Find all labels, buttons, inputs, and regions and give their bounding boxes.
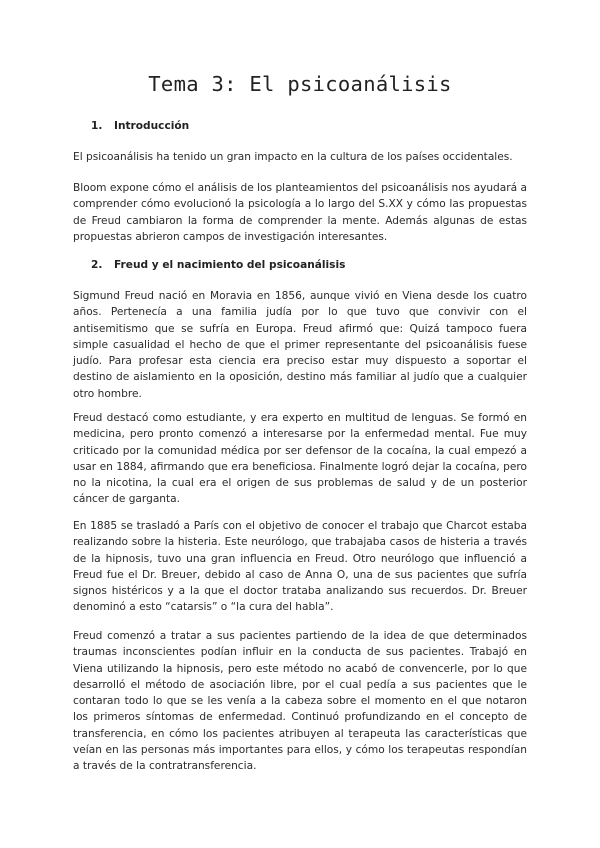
- section-number: 2.: [91, 259, 103, 271]
- paragraph: En 1885 se trasladó a París con el objetivo de conocer el trabajo que Charcot estaba realizando sobre la histeria. Este neurólogo, que trabajaba casos de histeria a través de la hipnosis, tuvo una gran influencia en Freud. Otro neurólogo que influenció a Freud fue el Dr. Breuer, debido al caso de Anna O, una de sus pacientes que sufría signos histéricos y a la que el doctor trataba analizando sus recuerdos. Dr. Breuer denominó a esto “catarsis” o “la cura del habla”.: [73, 520, 527, 614]
- paragraph: El psicoanálisis ha tenido un gran impacto en la cultura de los países occidentales.: [73, 151, 513, 163]
- section-number: 1.: [91, 120, 103, 132]
- paragraph: Freud comenzó a tratar a sus pacientes partiendo de la idea de que determinados traumas inconscientes podían influir en la conducta de sus pacientes. Trabajó en Viena utilizando la hipnosis, pero este método no acabó de convencerle, por lo que desarrolló el método de asociación libre, por el cual pedía a sus pacientes que le contaran todo lo que se les venía a la cabeza sobre el momento en el que notaron los primeros síntomas de enfermedad. Continuó profundizando en el concepto de transferencia, en cómo los pacientes atribuyen al terapeuta las características que veían en las personas más importantes para ellos, y cómo los terapeutas respondían a través de la contratransferencia.: [73, 630, 527, 773]
- page-title: Tema 3: El psicoanálisis: [148, 72, 452, 96]
- section-title: Introducción: [114, 120, 190, 132]
- section-title: Freud y el nacimiento del psicoanálisis: [114, 259, 346, 271]
- section-heading-freud: [91, 259, 345, 271]
- section-heading-introduccion: [91, 120, 189, 132]
- paragraph: Bloom expone cómo el análisis de los planteamientos del psicoanálisis nos ayudará a comprender cómo evolucionó la psicología a lo largo del S.XX y cómo las propuestas de Freud cambiaron la forma de comprender la mente. Además algunas de estas propuestas abrieron campos de investigación interesantes.: [73, 182, 527, 243]
- paragraph: Freud destacó como estudiante, y era experto en multitud de lenguas. Se formó en medicina, pero pronto comenzó a interesarse por la enfermedad mental. Fue muy criticado por la comunidad médica por ser defensor de la cocaína, la cual empezó a usar en 1884, afirmando que era beneficiosa. Finalmente logró dejar la cocaína, pero no la nicotina, la cual era el origen de sus problemas de salud y de un posterior cáncer de garganta.: [73, 412, 527, 506]
- paragraph: Sigmund Freud nació en Moravia en 1856, aunque vivió en Viena desde los cuatro años. Pertenecía a una familia judía por lo que tuvo que convivir con el antisemitismo que se sufría en Europa. Freud afirmó que: Quizá tampoco fuera simple casualidad el hecho de que el primer representante del psicoanálisis fuese judío. Para profesar esta ciencia era preciso estar muy dispuesto a soportar el destino de aislamiento en la oposición, destino más familiar al judío que a cualquier otro hombre.: [73, 290, 527, 400]
